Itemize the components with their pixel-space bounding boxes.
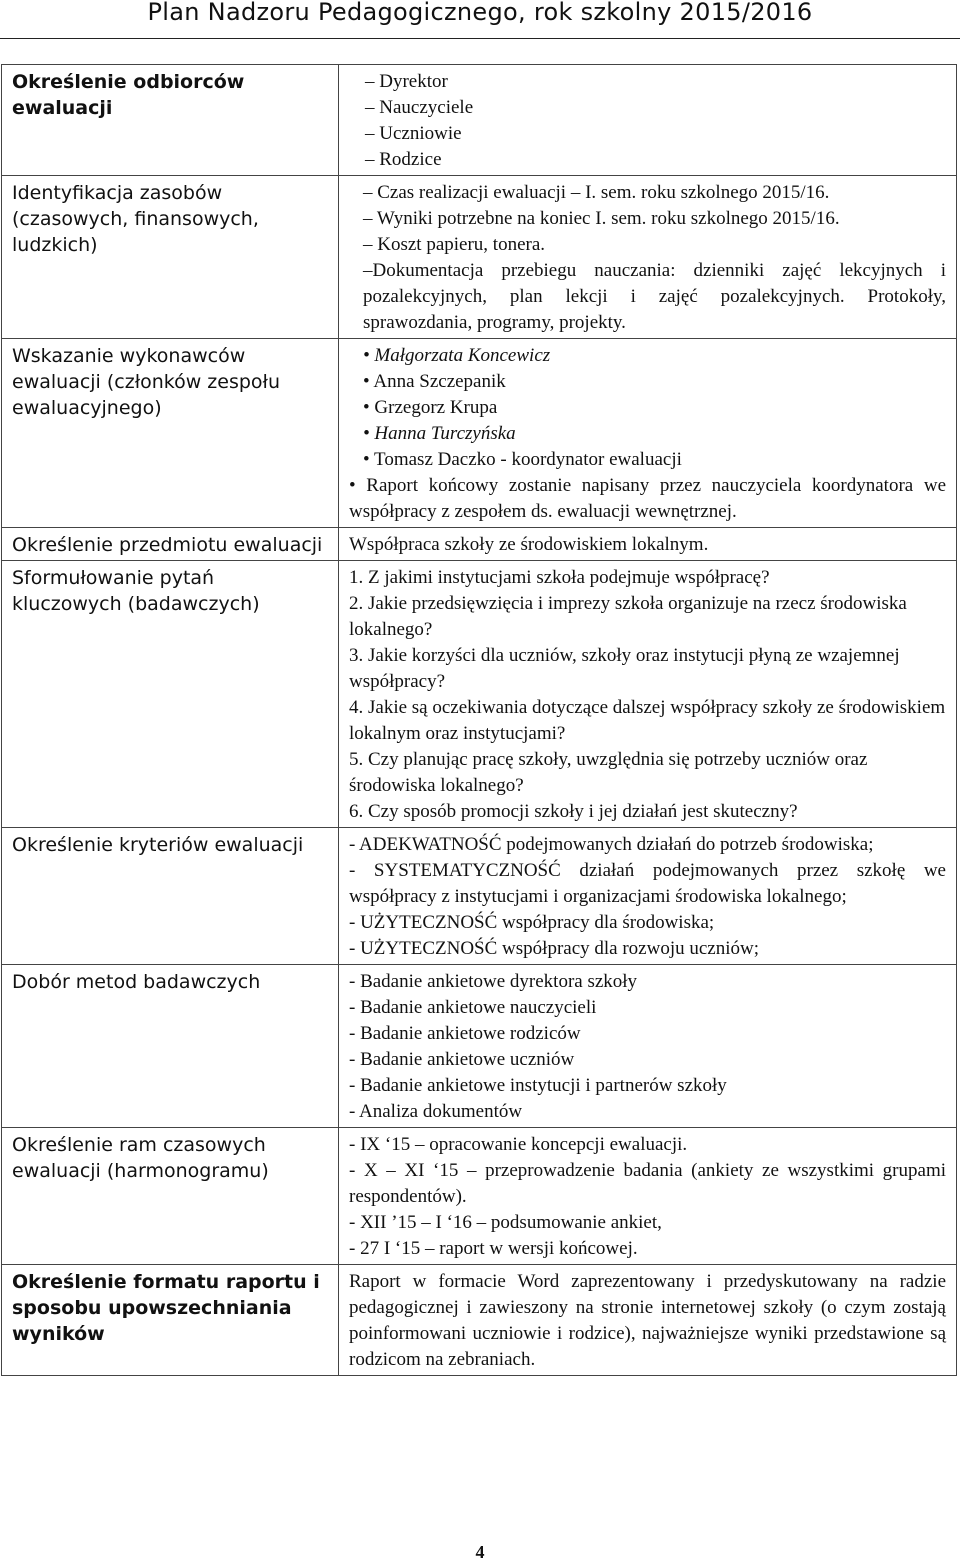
list-item: 4. Jakie są oczekiwania dotyczące dalszej współpracy szkoły ze środowiskiem lokalnym oraz instytucjami? [349,697,946,744]
header-rule [0,38,960,39]
list-item: - IX ‘15 – opracowanie koncepcji ewaluacji. [349,1134,688,1155]
evaluation-plan-table [1,64,957,1376]
list-item: • Tomasz Daczko - koordynator ewaluacji [363,449,682,470]
label-zasoby: Identyfikacja zasobów (czasowych, finansowych, ludzkich) [2,176,339,339]
list-item: 1. Z jakimi instytucjami szkoła podejmuje współpracę? [349,567,770,588]
page-header-title: Plan Nadzoru Pedagogicznego, rok szkolny 2015/2016 [147,0,813,26]
list-item: • Hanna Turczyńska [363,423,516,444]
list-item: – Wyniki potrzebne na koniec I. sem. roku szkolnego 2015/16. [363,208,840,229]
label-przedmiot: Określenie przedmiotu ewaluacji [2,528,339,561]
list-item: – Uczniowie [365,123,462,144]
table-row [2,965,957,1128]
value-harmonogram [339,1128,957,1265]
list-item: - Badanie ankietowe rodziców [349,1023,581,1044]
list-item: - SYSTEMATYCZNOŚĆ działań podejmowanych przez szkołę we współpracy z instytucjami i organizacjami środowiska lokalnego; [349,860,946,907]
label-metody: Dobór metod badawczych [2,965,339,1128]
list-item: - Badanie ankietowe nauczycieli [349,997,597,1018]
list-item: - UŻYTECZNOŚĆ współpracy dla rozwoju uczniów; [349,938,760,959]
list-item: – Rodzice [365,149,442,170]
value-kryteria [339,828,957,965]
table-row [2,561,957,828]
list-item: - UŻYTECZNOŚĆ współpracy dla środowiska; [349,912,715,933]
value-raport: Raport w formacie Word zaprezentowany i przedyskutowany na radzie pedagogicznej i zawieszony na stronie internetowej szkoły (o czym zostają poinformowani uczniowie i rodzice), najważniejsze wyniki przedstawione są rodzicom na zebraniach. [339,1265,957,1376]
label-kryteria: Określenie kryteriów ewaluacji [2,828,339,965]
label-harmonogram: Określenie ram czasowych ewaluacji (harmonogramu) [2,1128,339,1265]
label-odbiorcy: Określenie odbiorców ewaluacji [2,65,339,176]
page-number: 4 [475,1542,485,1562]
list-item: • Grzegorz Krupa [363,397,498,418]
label-wykonawcy: Wskazanie wykonawców ewaluacji (członków zespołu ewaluacyjnego) [2,339,339,528]
list-item: - XII ’15 – I ‘16 – podsumowanie ankiet, [349,1212,662,1233]
list-item: - ADEKWATNOŚĆ podejmowanych działań do potrzeb środowiska; [349,834,874,855]
value-pytania [339,561,957,828]
list-item: 2. Jakie przedsięwzięcia i imprezy szkoła organizuje na rzecz środowiska lokalnego? [349,593,907,640]
list-item: – Nauczyciele [365,97,474,118]
list-item: - Badanie ankietowe dyrektora szkoły [349,971,638,992]
list-item: - Badanie ankietowe instytucji i partnerów szkoły [349,1075,727,1096]
table-row [2,1265,957,1376]
label-raport: Określenie formatu raportu i sposobu upowszechniania wyników [2,1265,339,1376]
list-item: • Raport końcowy zostanie napisany przez nauczyciela koordynatora we współpracy z zespołem ds. ewaluacji wewnętrznej. [349,475,946,522]
list-item: –Dokumentacja przebiegu nauczania: dzienniki zajęć lekcyjnych i pozalekcyjnych, plan lekcji i zajęć pozalekcyjnych. Protokoły, sprawozdania, programy, projekty. [363,260,946,333]
value-metody [339,965,957,1128]
list-item: - Analiza dokumentów [349,1101,523,1122]
list-item: • Anna Szczepanik [363,371,506,392]
list-item: 5. Czy planując pracę szkoły, uwzględnia się potrzeby uczniów oraz środowiska lokalnego? [349,749,868,796]
value-wykonawcy [339,339,957,528]
table-row [2,339,957,528]
list-item: – Koszt papieru, tonera. [363,234,546,255]
list-item: - X – XI ‘15 – przeprowadzenie badania (ankiety ze wszystkimi grupami respondentów). [349,1160,946,1207]
table-row [2,65,957,176]
list-item: – Czas realizacji ewaluacji – I. sem. roku szkolnego 2015/16. [363,182,830,203]
table-row [2,828,957,965]
table-row [2,528,957,561]
table-row [2,1128,957,1265]
table-row [2,176,957,339]
list-item: 6. Czy sposób promocji szkoły i jej działań jest skuteczny? [349,801,798,822]
label-pytania: Sformułowanie pytań kluczowych (badawczych) [2,561,339,828]
list-item: - Badanie ankietowe uczniów [349,1049,575,1070]
value-przedmiot: Współpraca szkoły ze środowiskiem lokalnym. [339,528,957,561]
list-item: • Małgorzata Koncewicz [363,345,551,366]
list-item: 3. Jakie korzyści dla uczniów, szkoły oraz instytucji płyną ze wzajemnej współpracy? [349,645,900,692]
list-item: – Dyrektor [365,71,448,92]
value-odbiorcy [339,65,957,176]
value-zasoby [339,176,957,339]
list-item: - 27 I ‘15 – raport w wersji końcowej. [349,1238,638,1259]
